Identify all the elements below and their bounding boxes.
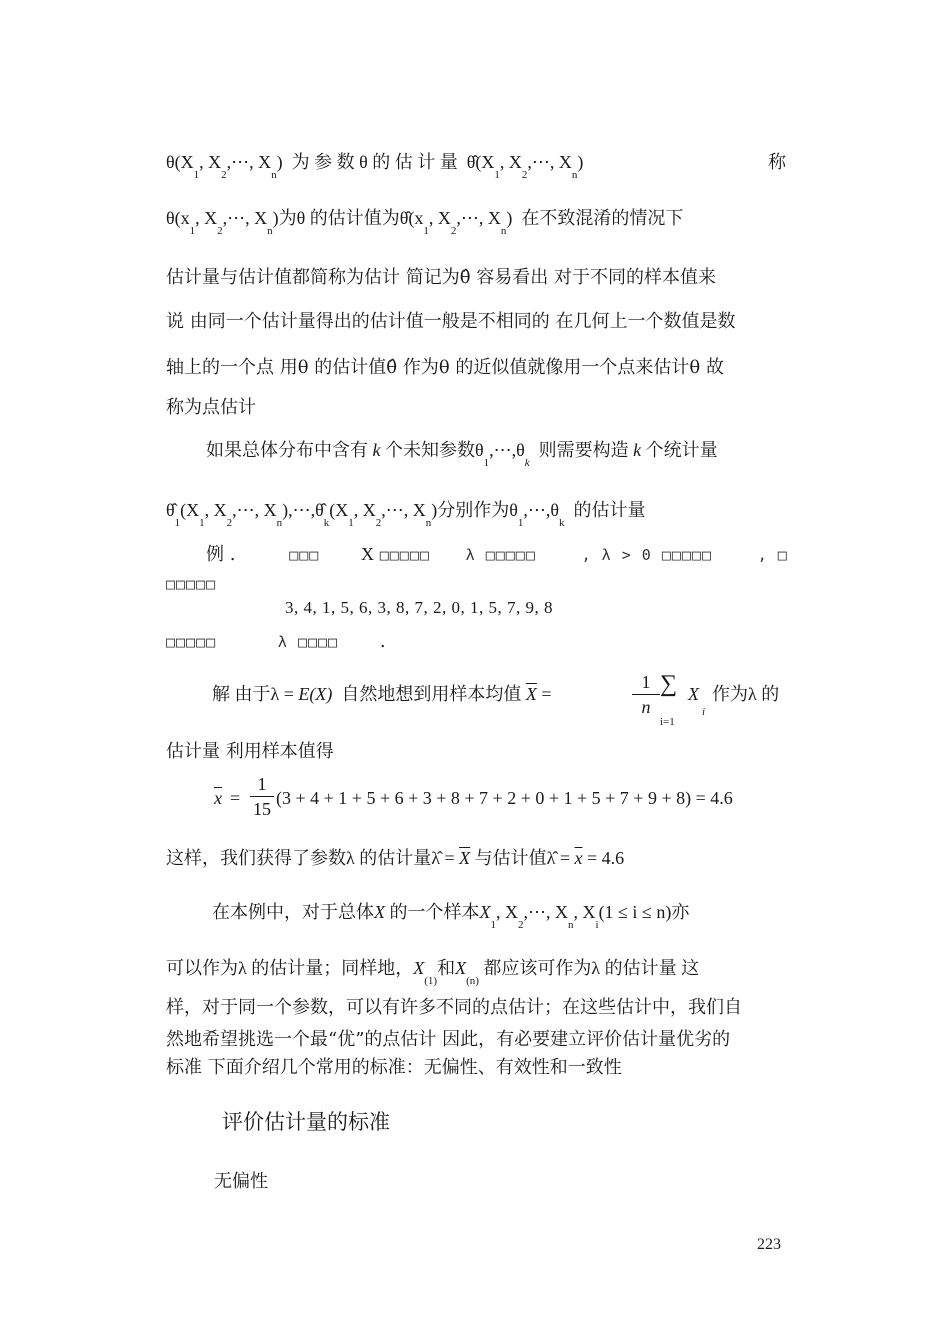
- paragraph-line: 标准 下面介绍几个常用的标准：无偏性、有效性和一致性: [166, 1057, 622, 1078]
- sum-symbol: ∑: [660, 671, 678, 697]
- estimator-definition-line: $\theta(X_1$, $X_2,\cdots$, $X_n$) 为 参 数 θ 的 估 计 量 $\thetâ(X_1$, $X_2,\cdots$, $X_n$) 称: [166, 152, 786, 181]
- sample-data: 3, 4, 1, 5, 6, 3, 8, 7, 2, 0, 1, 5, 7, 9, 8: [285, 598, 553, 617]
- paragraph-line: 轴上的一个点 用θ 的估计值θ̂ 作为θ 的近似值就像用一个点来估计θ 故: [166, 357, 724, 378]
- solution-line: 解 由于λ = E(X) 自然地想到用样本均值 $\overline{X}$ = 1 n ∑ i=1 X i 作为λ 的: [212, 671, 780, 728]
- subsection-heading: 无偏性: [214, 1171, 268, 1192]
- math-theta-X: θ(X: [166, 152, 194, 172]
- paragraph-line: 可以作为λ 的估计量；同样地，$X_{(1)}$和$X_{(n)}$ 都应该可作为λ 的估计量 这: [166, 958, 700, 987]
- solution-line: 估计量 利用样本值得: [166, 741, 334, 762]
- example-line: □□□□□: [166, 575, 217, 593]
- paragraph-line: 样，对于同一个参数，可以有许多不同的点估计；在这些估计中，我们自: [166, 997, 742, 1018]
- page-number: 223: [757, 1236, 781, 1253]
- section-heading: 评价估计量的标准: [222, 1110, 390, 1134]
- estimate-value-line: $\theta(x_1$, $X_2,\cdots$, $X_n$)为θ 的估计值为$\thetâ(x_1$, $X_2,\cdots$, $X_n$) 在不致混淆的情况下: [166, 208, 684, 237]
- text-estimator: 为 参 数 θ 的 估 计 量: [291, 152, 458, 172]
- paragraph-line: 说 由同一个估计量得出的估计值一般是不相同的 在几何上一个数值是数: [166, 311, 736, 332]
- statistics-line: $\thetâ_1(X_1$, $X_2,\cdots$, $X_n),\cdots,\thetâ_k(X_1$, $X_2,\cdots$, $X_n$)分别作为$\theta_1,\cdots,\theta_k$ 的估计量: [166, 500, 646, 529]
- paragraph-line: 然地希望挑选一个最“优”的点估计 因此，有必要建立评价估计量优劣的: [166, 1029, 731, 1050]
- solution-line: 这样，我们获得了参数λ 的估计量λ̂ = $\overline{X}$ 与估计值λ̂ = $\overline{x} = 4.6$: [166, 848, 625, 868]
- example-line: □□□□□ λ □□□□ .: [166, 631, 386, 652]
- example-line: 例 . □□□ X □□□□□ λ □□□□□ , λ > 0 □□□□□ , □: [206, 544, 788, 565]
- paragraph-line: 如果总体分布中含有 k 个未知参数$\theta_1,\cdots,\theta_k$ 则需要构造 k 个统计量: [206, 440, 718, 469]
- paragraph-line: 估计量与估计值都简称为估计 简记为θ̂ 容易看出 对于不同的样本值来: [166, 267, 716, 288]
- paragraph-line: 在本例中，对于总体X 的一个样本$X_1$, $X_2,\cdots$, $X_n$, $X_i(1 \le i \le n)$亦: [212, 902, 690, 931]
- paragraph-line: 称为点估计: [166, 397, 256, 418]
- mean-equation: $\overline{x}$ = 1 15 (3 + 4 + 1 + 5 + 6 + 3 + 8 + 7 + 2 + 0 + 1 + 5 + 7 + 9 + 8) = 4.6: [214, 774, 733, 819]
- mean-fraction: 1 n: [632, 670, 660, 719]
